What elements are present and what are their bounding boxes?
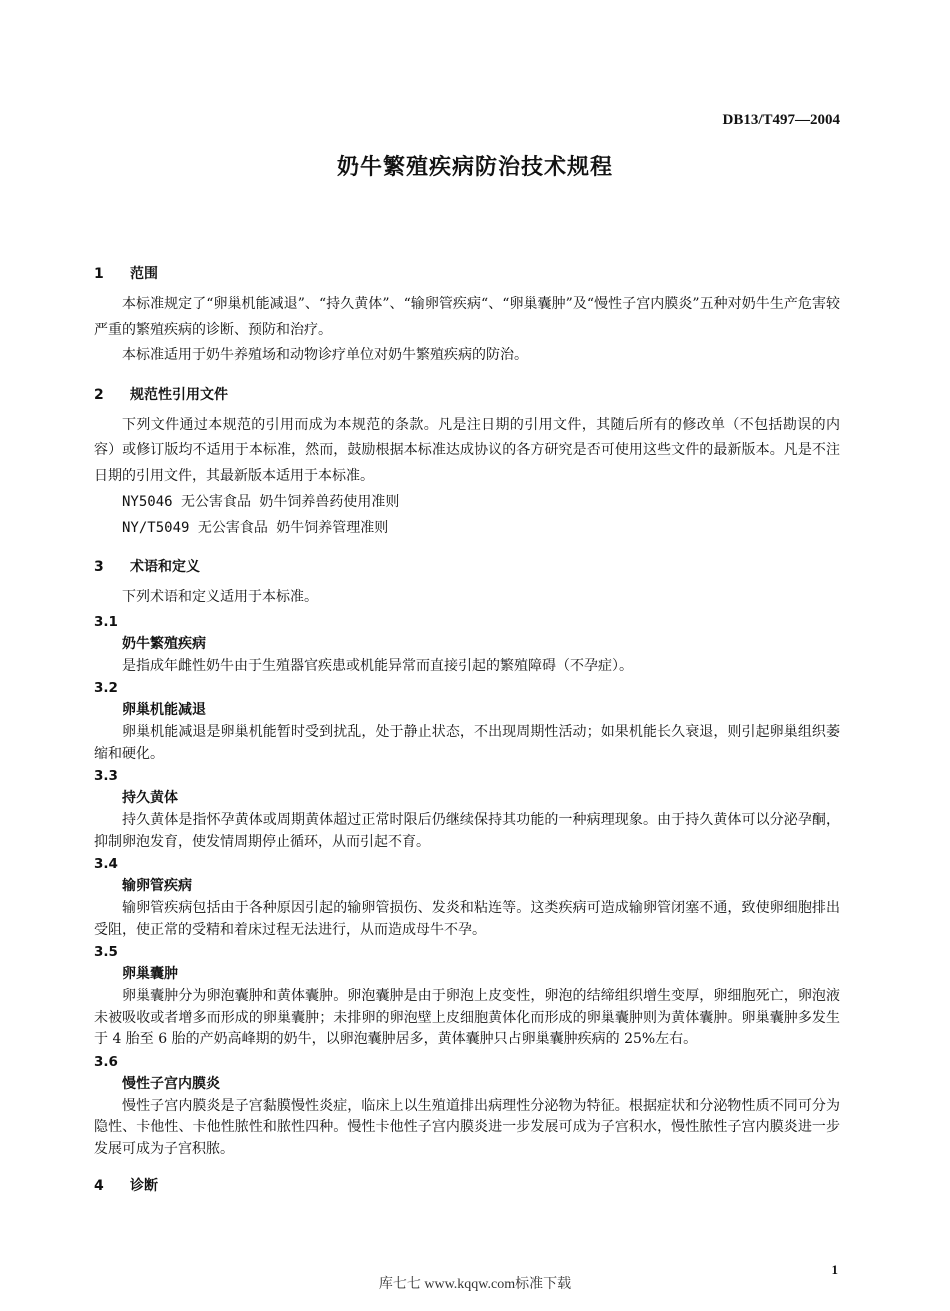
term-name: 慢性子宫内膜炎 xyxy=(122,1075,220,1092)
reference-item-ny5046: NY5046 无公害食品 奶牛饲养兽药使用准则 xyxy=(122,494,400,510)
section-heading-diagnosis xyxy=(94,1174,840,1198)
term-entry xyxy=(94,611,840,678)
section-heading-scope xyxy=(94,262,840,286)
term-entry xyxy=(94,765,840,853)
section-heading-terms xyxy=(94,555,840,579)
scope-paragraph-2: 本标准适用于奶牛养殖场和动物诊疗单位对奶牛繁殖疾病的防治。 xyxy=(122,347,528,363)
page-number: 1 xyxy=(831,1262,838,1277)
footer-watermark: 库七七 www.kqqw.com标准下载 xyxy=(378,1277,572,1292)
term-number: 3.4 xyxy=(94,856,118,872)
document-body xyxy=(94,262,840,1198)
references-paragraph: 下列文件通过本规范的引用而成为本规范的条款。凡是注日期的引用文件，其随后所有的修改单（不包括勘误的内容）或修订版均不适用于本标准，然而，鼓励根据本标准达成协议的各方研究是否可使用这些文件的最新版本。凡是不注日期的引用文件，其最新版本适用于本标准。 xyxy=(94,416,840,484)
section-number: 3 xyxy=(94,559,104,575)
terms-intro: 下列术语和定义适用于本标准。 xyxy=(122,589,318,605)
term-name: 卵巢囊肿 xyxy=(122,966,178,982)
section-title: 术语和定义 xyxy=(130,559,200,575)
term-name: 卵巢机能减退 xyxy=(122,702,206,718)
term-definition: 持久黄体是指怀孕黄体或周期黄体超过正常时限后仍继续保持其功能的一种病理现象。由于持久黄体可以分泌孕酮，抑制卵泡发育，使发情周期停止循环，从而引起不育。 xyxy=(94,812,840,850)
term-definition: 输卵管疾病包括由于各种原因引起的输卵管损伤、发炎和粘连等。这类疾病可造成输卵管闭塞不通，致使卵细胞排出受阻，使正常的受精和着床过程无法进行，从而造成母牛不孕。 xyxy=(94,900,840,938)
section-number: 4 xyxy=(94,1178,104,1194)
term-number: 3.3 xyxy=(94,768,118,784)
term-definition: 是指成年雌性奶牛由于生殖器官疾患或机能异常而直接引起的繁殖障碍（不孕症）。 xyxy=(122,657,633,674)
term-name: 输卵管疾病 xyxy=(122,878,192,894)
section-title: 诊断 xyxy=(130,1178,158,1194)
section-number: 1 xyxy=(94,266,104,282)
term-number: 3.2 xyxy=(94,680,118,696)
scope-paragraph-1: 本标准规定了“卵巢机能减退”、“持久黄体”、“输卵管疾病“、“卵巢囊肿”及“慢性子宫内膜炎”五种对奶牛生产危害较严重的繁殖疾病的诊断、预防和治疗。 xyxy=(94,296,840,338)
term-entry xyxy=(94,1051,840,1161)
term-definition: 慢性子宫内膜炎是子宫黏膜慢性炎症，临床上以生殖道排出病理性分泌物为特征。根据症状和分泌物性质不同可分为隐性、卡他性、卡他性脓性和脓性四种。慢性卡他性子宫内膜炎进一步发展可成为子宫积水，慢性脓性子宫内膜炎进一步发展可成为子宫积脓。 xyxy=(94,1097,840,1157)
term-definition: 卵巢机能减退是卵巢机能暂时受到扰乱，处于静止状态，不出现周期性活动；如果机能长久衰退，则引起卵巢组织萎缩和硬化。 xyxy=(94,724,840,762)
term-number: 3.6 xyxy=(94,1053,118,1070)
term-definition: 卵巢囊肿分为卵泡囊肿和黄体囊肿。卵泡囊肿是由于卵泡上皮变性，卵泡的结缔组织增生变厚，卵细胞死亡，卵泡液未被吸收或者增多而形成的卵巢囊肿；未排卵的卵泡壁上皮细胞黄体化而形成的卵巢囊肿则为黄体囊肿。卵巢囊肿多发生于 4 胎至 6 胎的产奶高峰期的奶牛，以卵泡囊肿居多，黄体囊肿只占卵巢囊肿疾病的 25%左右。 xyxy=(94,988,840,1047)
term-number: 3.1 xyxy=(94,613,118,630)
reference-item-nyt5049: NY/T5049 无公害食品 奶牛饲养管理准则 xyxy=(122,520,389,536)
term-entry xyxy=(94,941,840,1051)
section-title: 范围 xyxy=(130,266,158,282)
document-title: 奶牛繁殖疾病防治技术规程 xyxy=(336,155,613,180)
section-heading-normative-references xyxy=(94,383,840,407)
section-number: 2 xyxy=(94,386,104,403)
term-entry xyxy=(94,853,840,941)
term-entry xyxy=(94,677,840,765)
term-name: 奶牛繁殖疾病 xyxy=(122,635,206,652)
section-title: 规范性引用文件 xyxy=(130,386,228,403)
term-number: 3.5 xyxy=(94,944,118,960)
term-name: 持久黄体 xyxy=(122,790,178,806)
standard-code: DB13/T497—2004 xyxy=(722,112,840,128)
